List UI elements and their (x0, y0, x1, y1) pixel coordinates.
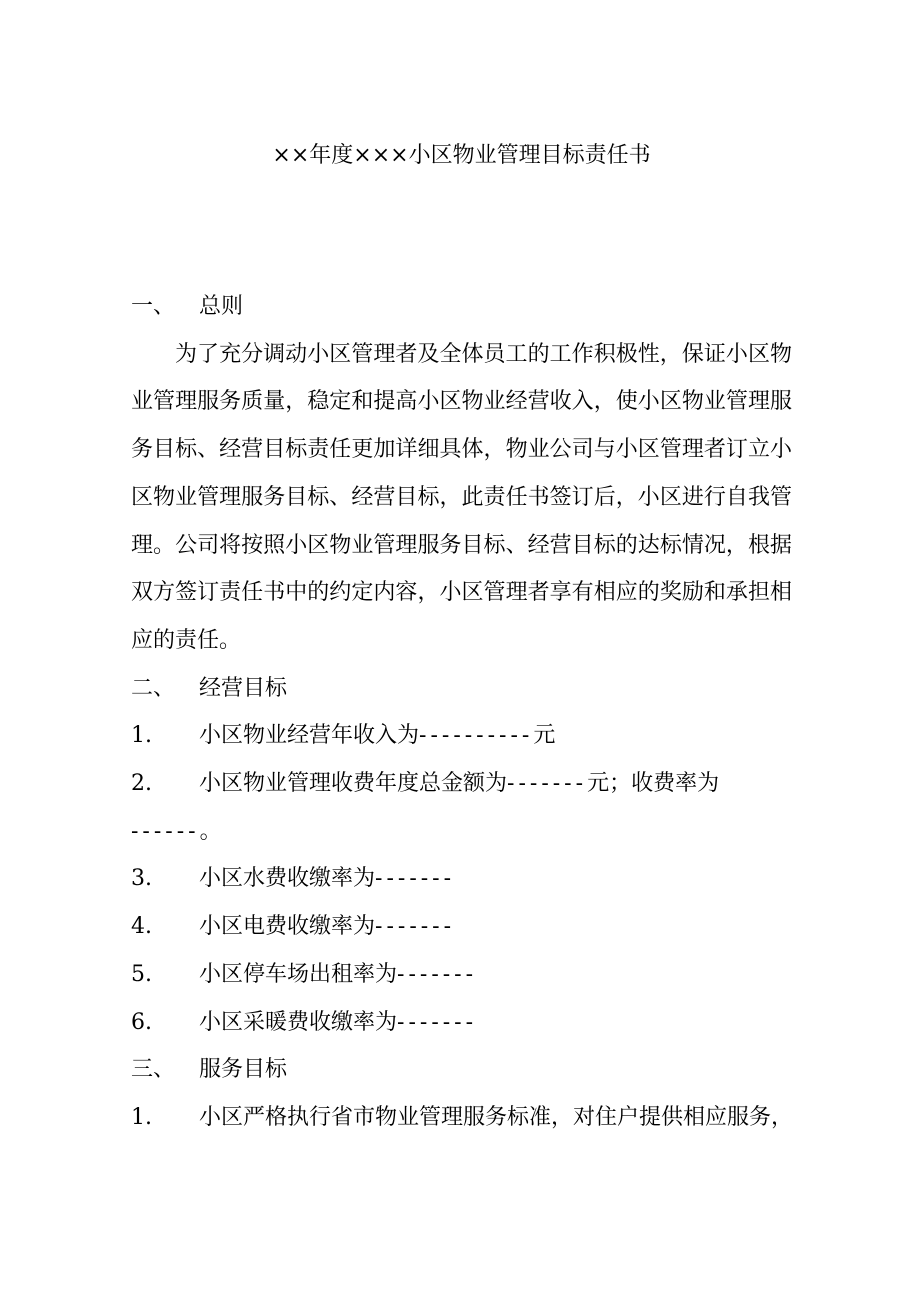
document-title: ××年度×××小区物业管理目标责任书 (272, 143, 651, 168)
fill-in-blank: ------- (375, 914, 456, 940)
paragraph-line: 理。公司将按照小区物业管理服务目标、经营目标的达标情况，根据 (131, 532, 792, 558)
list-item-text: 小区停车场出租率为 (199, 961, 398, 987)
list-item-number: 4. (131, 914, 152, 940)
list-item-text: 小区水费收缴率为 (199, 866, 376, 892)
document-body (131, 283, 792, 1142)
list-item-text: 小区严格执行省市物业管理服务标准，对住户提供相应服务， (199, 1104, 794, 1130)
list-item-number: 1. (131, 723, 152, 749)
section-heading-label: 经营目标 (199, 675, 288, 701)
list-item-text: 小区电费收缴率为 (199, 914, 376, 940)
list-item-text: 元 (533, 723, 556, 749)
fill-in-blank: ------- (397, 1009, 478, 1035)
paragraph-line: 区物业管理服务目标、经营目标，此责任书签订后，小区进行自我管 (131, 484, 792, 510)
fill-in-blank: ---------- (419, 723, 534, 749)
paragraph-line: 务目标、经营目标责任更加详细具体，物业公司与小区管理者订立小 (131, 437, 792, 463)
list-item (131, 1094, 792, 1142)
section-heading-general (131, 283, 792, 331)
list-item (131, 712, 792, 760)
section-number: 二、 (131, 675, 176, 701)
list-item-continuation (131, 808, 792, 856)
list-item-number: 1. (131, 1104, 152, 1130)
fill-in-blank: ------ (131, 818, 200, 844)
paragraph-line: 双方签订责任书中的约定内容，小区管理者享有相应的奖励和承担相 (131, 580, 792, 606)
list-item (131, 951, 792, 999)
list-item-text: 小区采暖费收缴率为 (199, 1009, 398, 1035)
section-heading-label: 总则 (199, 294, 244, 319)
list-item (131, 855, 792, 903)
list-item-text: 。 (199, 818, 222, 844)
list-item-text: 小区物业经营年收入为 (199, 723, 420, 749)
list-item-number: 3. (131, 866, 152, 892)
paragraph-line: 业管理服务质量，稳定和提高小区物业经营收入，使小区物业管理服 (131, 389, 792, 415)
fill-in-blank: ------- (507, 771, 588, 797)
list-item-number: 5. (131, 961, 152, 987)
list-item-text: 小区物业管理收费年度总金额为 (199, 771, 508, 797)
section-heading-business (131, 665, 792, 713)
paragraph-line: 应的责任。 (131, 627, 242, 653)
paragraph-line: 为了充分调动小区管理者及全体员工的工作积极性，保证小区物 (175, 341, 792, 367)
section-number: 一、 (131, 294, 176, 319)
fill-in-blank: ------- (397, 961, 478, 987)
list-item (131, 903, 792, 951)
list-item-number: 2. (131, 771, 152, 797)
list-item (131, 760, 792, 808)
document-content (131, 143, 792, 1142)
list-item-number: 6. (131, 1009, 152, 1035)
fill-in-blank: ------- (375, 866, 456, 892)
section-heading-service (131, 1046, 792, 1094)
section-heading-label: 服务目标 (199, 1057, 288, 1083)
list-item (131, 999, 792, 1047)
section-number: 三、 (131, 1057, 176, 1083)
list-item-text: 元；收费率为 (587, 771, 720, 797)
